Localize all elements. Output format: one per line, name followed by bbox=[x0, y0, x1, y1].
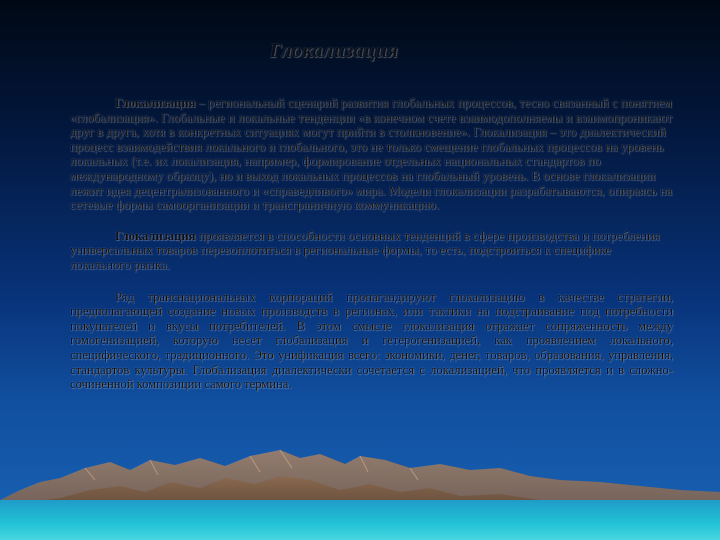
term-bold: Глокализация bbox=[115, 96, 196, 110]
paragraph-text: – региональный сценарий развития глобальных процессов, тесно связанный с понятием «глобализация». Глобальные и локальные тенденции «в конечном счете взаимодополняемы и взаимопроникают друг в друга, хотя в конкретных ситуациях могут прийти в столкновение». Глокализация – это диалектический процесс взаимодействия локального и глобального, это не только смещение глобальных процессов на уровень локальных (т.е. их локализация, например, формирование отдельных национальных стандартов по международному образцу), но и выход локальных процессов на глобальный уровень. В основе глокализации лежит идея децентрализованного и «справедливого» мира. Модели глокализации разрабатываются, опираясь на сетевые формы самоорганизации и трансграничную коммуникацию. bbox=[70, 96, 673, 213]
slide-body bbox=[70, 96, 673, 392]
term-bold: Глокализация bbox=[115, 228, 196, 243]
paragraph-corporations: Ряд транснациональных корпораций пропагандируют глокализацию в качестве стратегии, предполагающей создание новых производств в регионах, или тактики на подстраивание под потребности покупателей и вкусы потребителей. В этом смысле глокализация отражает сопряженность между гомогенизацией, которую несет глобализация и гетерогенизацией, как проявлением локального, специфического, традиционного. Это унификация всего: экономики, денег, товаров, образования, управления, стандартов культуры. Глобализация диалектически сочетается с локализацией, что проявляется и в сложно-сочиненной композиции самого термина. bbox=[70, 289, 673, 392]
paragraph-manifestation bbox=[70, 229, 673, 273]
slide-title: Глокализация bbox=[269, 40, 399, 62]
water-strip bbox=[0, 500, 720, 540]
paragraph-text: проявляется в способности основных тенденций в сфере производства и потребления универсальных товаров перевоплотиться в региональные формы, то есть, подстроиться к специфике локального рынка. bbox=[70, 228, 660, 272]
paragraph-definition bbox=[70, 96, 673, 213]
